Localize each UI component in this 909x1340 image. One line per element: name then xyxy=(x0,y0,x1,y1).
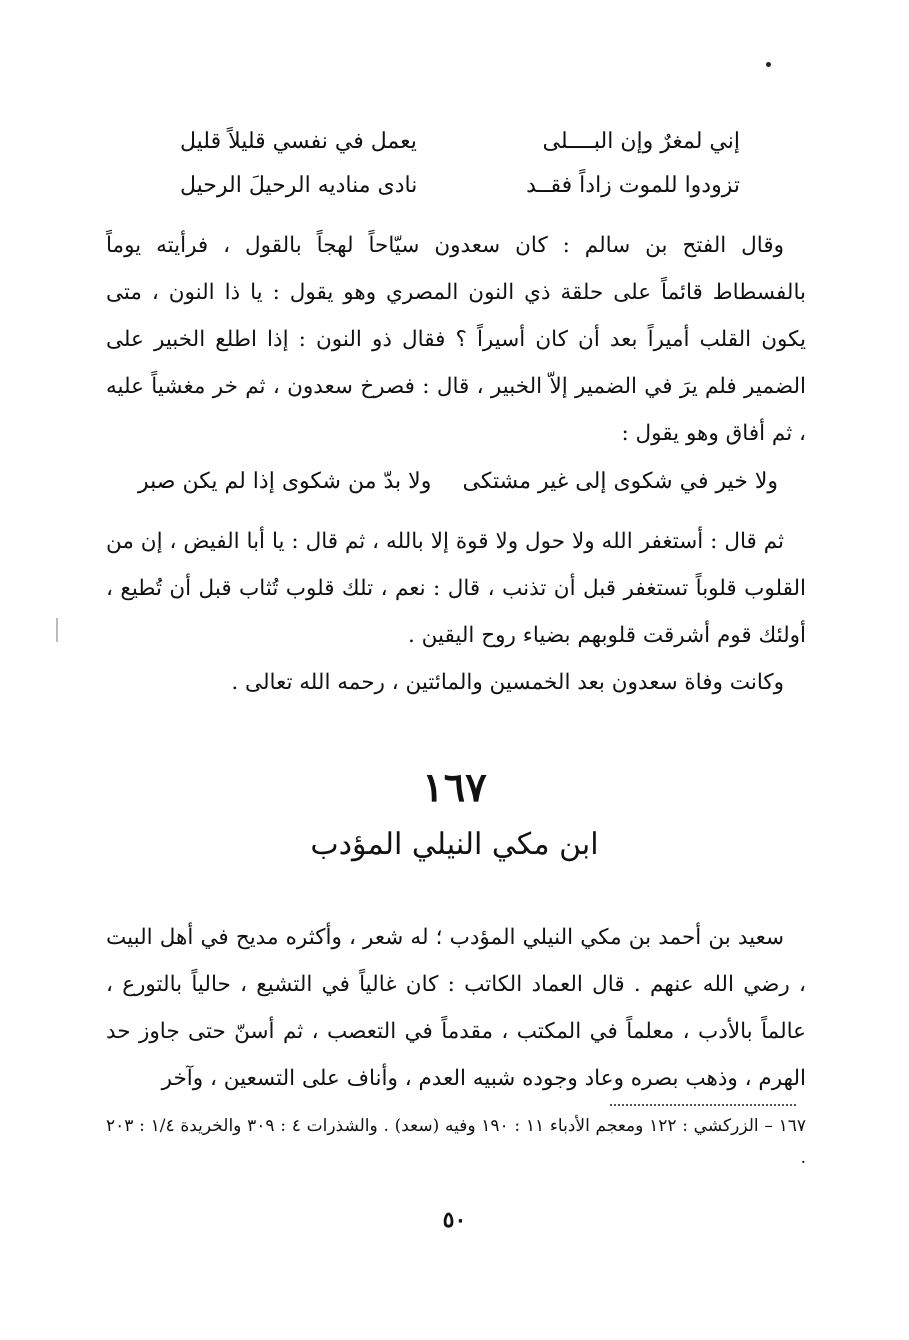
verse-first-hemistich: تزودوا للموت زاداً فقــد xyxy=(526,173,740,198)
paragraph-text: وكانت وفاة سعدون بعد الخمسين والمائتين ، رحمه الله تعالى . xyxy=(231,670,784,695)
paragraph-text: سعيد بن أحمد بن مكي النيلي المؤدب ؛ له شعر ، وأكثره مديح في أهل البيت ، رضي الله عنهم . قال العماد الكاتب : كان غالياً في التشيع ، حالياً بالتورع ، عالماً بالأدب ، معلماً في المكتب ، مقدماً في التعصب ، ثم أسنّ حتى جاوز حد الهرم ، وذهب بصره وعاد وجوده شبيه العدم ، وأناف على التسعين ، وآخر xyxy=(106,925,806,1091)
poem-verse xyxy=(180,120,740,164)
entry-title: ابن مكي النيلي المؤدب xyxy=(310,827,599,862)
verse-second-hemistich: يعمل في نفسي قليلاً قليل xyxy=(180,129,417,154)
entry-number: ١٦٧ xyxy=(422,764,487,811)
footnote xyxy=(106,1110,806,1174)
verse-first-hemistich: ولا خير في شكوى إلى غير مشتكى xyxy=(462,469,778,494)
paragraph-entry-body xyxy=(106,914,806,1102)
poem-verse xyxy=(180,164,740,208)
verse-first-hemistich: إني لمغرٌ وإن البــــلى xyxy=(542,129,740,154)
page-speck xyxy=(766,62,771,67)
poem-middle xyxy=(138,460,778,504)
paragraph-text: وقال الفتح بن سالم : كان سعدون سيّاحاً لهجاً بالقول ، فرأيته يوماً بالفسطاط قائماً على حلقة ذي النون المصري وهو يقول : يا ذا النون ، متى يكون القلب أميراً بعد أن كان أسيراً ؟ فقال ذو النون : إذا اطلع الخبير على الضمير فلم يرَ في الضمير إلاّ الخبير ، قال : فصرخ سعدون ، ثم خر مغشياً عليه ، ثم أفاق وهو يقول : xyxy=(106,233,806,446)
footnote-divider xyxy=(610,1104,796,1106)
page-number: ٥٠ xyxy=(442,1207,467,1233)
footnote-text: ١٦٧ – الزركشي : ١٢٢ ومعجم الأدباء ١١ : ١٩٠ وفيه (سعد) . والشذرات ٤ : ٣٠٩ والخريدة ١/٤ : ٢٠٣ . xyxy=(106,1116,806,1168)
verse-second-hemistich: نادى مناديه الرحيلَ الرحيل xyxy=(180,173,418,198)
margin-mark xyxy=(56,618,58,642)
paragraph-istighfar xyxy=(106,518,806,706)
verse-second-hemistich: ولا بدّ من شكوى إذا لم يكن صبر xyxy=(138,469,432,494)
poem-top xyxy=(180,120,740,208)
paragraph-fath-ibn-salim xyxy=(106,222,806,457)
paragraph-text: ثم قال : أستغفر الله ولا حول ولا قوة إلا بالله ، ثم قال : يا أبا الفيض ، إن من القلوب قلوباً تستغفر قبل أن تذنب ، قال : نعم ، تلك قلوب تُثاب قبل أن تُطيع ، أولئك قوم أشرقت قلوبهم بضياء روح اليقين . xyxy=(106,529,806,648)
